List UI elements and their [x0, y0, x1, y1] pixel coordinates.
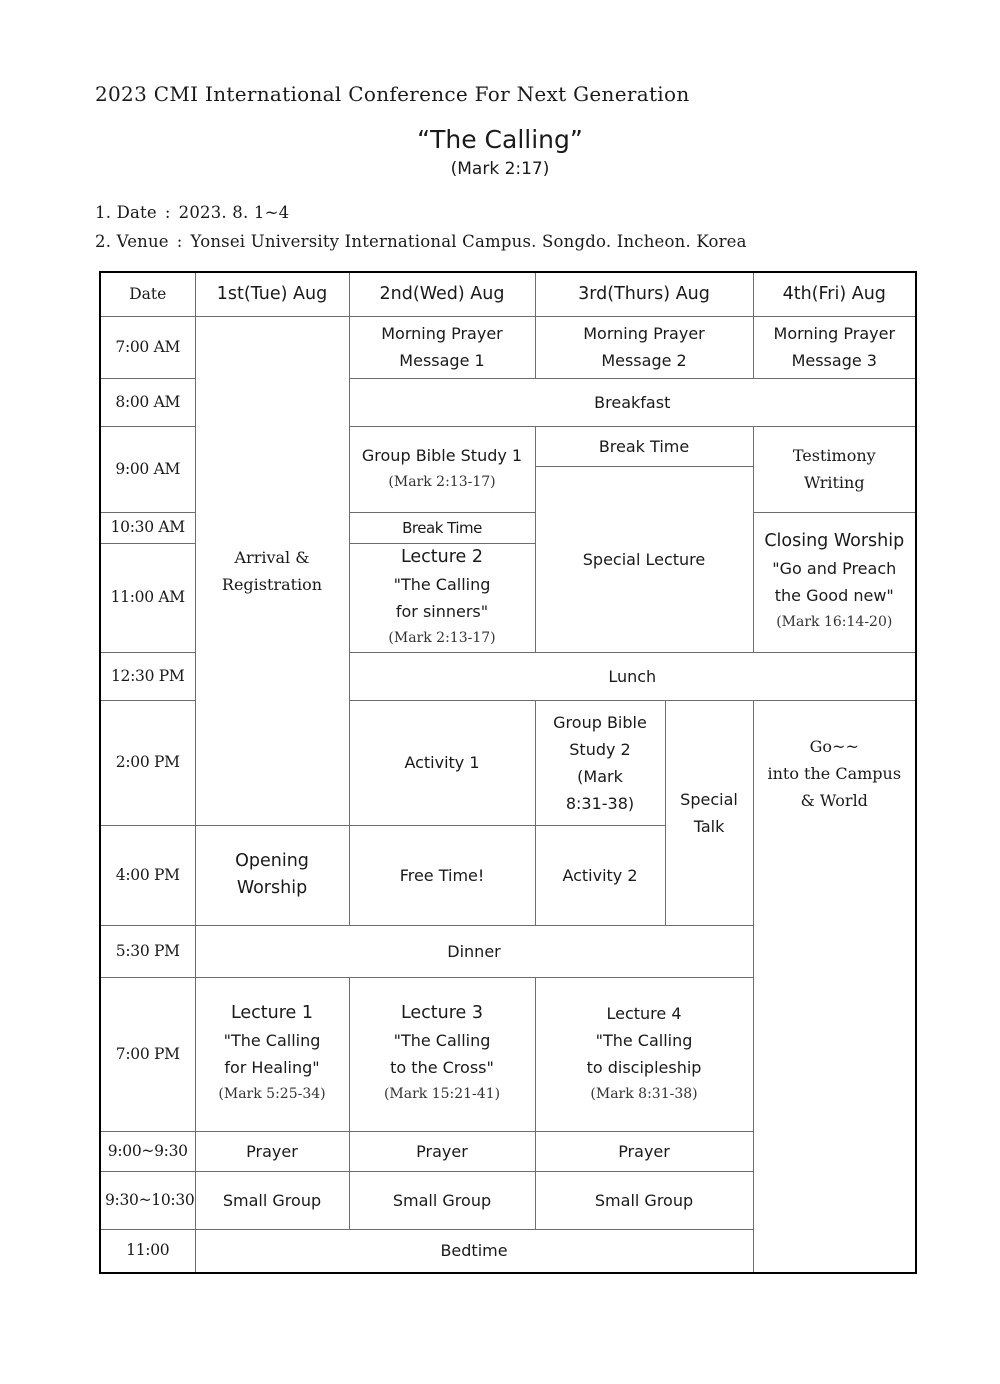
lunch-cell: Lunch — [349, 652, 916, 700]
thu-morning-prayer — [535, 316, 753, 378]
closing-line2: the Good new" — [774, 586, 894, 605]
tue-lecture-1 — [195, 977, 349, 1131]
thu-special-talk — [665, 700, 753, 925]
page-subtitle: (Mark 2:17) — [450, 159, 550, 179]
time-label: 7:00 PM — [100, 977, 195, 1131]
header-row — [100, 272, 916, 316]
lecture4-title: Lecture 4 — [606, 1004, 682, 1023]
fri-closing-worship — [753, 512, 916, 652]
lecture2-ref: (Mark 2:13-17) — [388, 629, 496, 646]
special-talk-line2: Talk — [693, 816, 725, 836]
thu-morning-line2: Message 2 — [601, 351, 687, 370]
closing-title: Closing Worship — [764, 531, 905, 551]
lecture1-line1: "The Calling — [223, 1031, 321, 1050]
lecture2-line1: "The Calling — [393, 574, 491, 594]
date-info: 1. Date : 2023. 8. 1~4 — [95, 203, 290, 222]
thu-bible-study-2 — [535, 700, 665, 825]
breakfast-cell: Breakfast — [349, 378, 916, 426]
lecture4-line2: to discipleship — [586, 1058, 702, 1077]
wed-lecture-2 — [349, 543, 535, 652]
header-day2: 2nd(Wed) Aug — [349, 272, 535, 316]
time-label: 4:00 PM — [100, 825, 195, 925]
header-day3: 3rd(Thurs) Aug — [535, 272, 753, 316]
schedule-table — [99, 271, 917, 1274]
arrival-line1: Arrival & — [234, 547, 310, 567]
lecture3-line1: "The Calling — [393, 1031, 491, 1050]
row-0700 — [100, 316, 916, 378]
time-label: 7:00 AM — [100, 316, 195, 378]
lecture3-title: Lecture 3 — [400, 1003, 484, 1023]
time-label: 9:00 AM — [100, 426, 195, 512]
time-label: 11:00 — [100, 1229, 195, 1273]
lecture3-line2: to the Cross" — [390, 1058, 494, 1077]
header-day1: 1st(Tue) Aug — [195, 272, 349, 316]
time-label: 12:30 PM — [100, 652, 195, 700]
header-day4: 4th(Fri) Aug — [753, 272, 916, 316]
fri-testimony — [753, 426, 916, 512]
time-label: 8:00 AM — [100, 378, 195, 426]
tue-prayer: Prayer — [195, 1131, 349, 1171]
time-label: 2:00 PM — [100, 700, 195, 825]
page-title: “The Calling” — [417, 125, 583, 154]
arrival-line2: Registration — [221, 574, 323, 594]
thu-morning-line1: Morning Prayer — [583, 324, 705, 343]
closing-ref: (Mark 16:14-20) — [776, 614, 893, 630]
thu-lecture-4 — [535, 977, 753, 1131]
venue-label: 2. Venue — [95, 232, 169, 251]
bible2-line2: Study 2 — [569, 739, 631, 759]
testimony-line2: Writing — [803, 473, 865, 492]
wed-morning-line1: Morning Prayer — [381, 324, 503, 343]
time-label: 9:00~9:30 — [100, 1131, 195, 1171]
lecture1-line2: for Healing" — [224, 1058, 320, 1077]
wed-break-time: Break Time — [349, 512, 535, 543]
wed-bible-study-1 — [349, 426, 535, 512]
tue-arrival-cell — [195, 316, 349, 825]
fri-go-into-campus — [753, 700, 916, 1273]
testimony-line1: Testimony — [792, 446, 876, 465]
go-line2: into the Campus — [767, 763, 902, 783]
thu-break-time: Break Time — [535, 426, 753, 466]
wed-activity-1: Activity 1 — [349, 700, 535, 825]
venue-value: Yonsei University International Campus. Songdo. Incheon. Korea — [190, 232, 747, 251]
closing-line1: "Go and Preach — [772, 559, 897, 578]
lecture1-title: Lecture 1 — [230, 1003, 314, 1023]
wed-morning-line2: Message 1 — [399, 351, 485, 370]
time-label: 5:30 PM — [100, 925, 195, 977]
lecture3-ref: (Mark 15:21-41) — [383, 1086, 501, 1102]
fri-morning-line2: Message 3 — [791, 351, 877, 370]
lecture2-title: Lecture 2 — [400, 546, 484, 567]
wed-prayer: Prayer — [349, 1131, 535, 1171]
thu-activity-2: Activity 2 — [535, 825, 665, 925]
lecture4-line1: "The Calling — [595, 1031, 693, 1050]
bedtime-cell: Bedtime — [195, 1229, 753, 1273]
date-value: 2023. 8. 1~4 — [178, 203, 290, 222]
opening-line2: Worship — [236, 878, 308, 898]
wed-free-time: Free Time! — [349, 825, 535, 925]
fri-morning-line1: Morning Prayer — [773, 324, 896, 343]
wed-lecture-3 — [349, 977, 535, 1131]
lecture2-line2: for sinners" — [395, 601, 489, 621]
wed-morning-prayer — [349, 316, 535, 378]
lecture4-ref: (Mark 8:31-38) — [590, 1086, 698, 1102]
go-line1: Go~~ — [809, 736, 859, 756]
bible2-line3: (Mark — [577, 766, 623, 786]
date-label: 1. Date — [95, 203, 157, 222]
go-line3: & World — [800, 790, 868, 810]
thu-prayer: Prayer — [535, 1131, 753, 1171]
header-date: Date — [100, 272, 195, 316]
lecture1-ref: (Mark 5:25-34) — [218, 1086, 326, 1102]
tue-opening-worship — [195, 825, 349, 925]
venue-info: 2. Venue : Yonsei University International Campus. Songdo. Incheon. Korea — [95, 232, 747, 251]
conference-name: 2023 CMI International Conference For Next Generation — [95, 82, 690, 106]
dinner-cell: Dinner — [195, 925, 753, 977]
special-talk-line1: Special — [680, 789, 738, 809]
bible1-ref: (Mark 2:13-17) — [388, 474, 496, 490]
bible1-title: Group Bible Study 1 — [361, 446, 523, 465]
time-label: 11:00 AM — [100, 543, 195, 652]
bible2-line1: Group Bible — [553, 712, 647, 732]
thu-small-group: Small Group — [535, 1171, 753, 1229]
time-label: 10:30 AM — [100, 512, 195, 543]
tue-small-group: Small Group — [195, 1171, 349, 1229]
wed-small-group: Small Group — [349, 1171, 535, 1229]
time-label: 9:30~10:30 — [100, 1171, 195, 1229]
thu-special-lecture: Special Lecture — [535, 466, 753, 652]
bible2-line4: 8:31-38) — [565, 793, 635, 813]
opening-line1: Opening — [235, 851, 309, 871]
fri-morning-prayer — [753, 316, 916, 378]
